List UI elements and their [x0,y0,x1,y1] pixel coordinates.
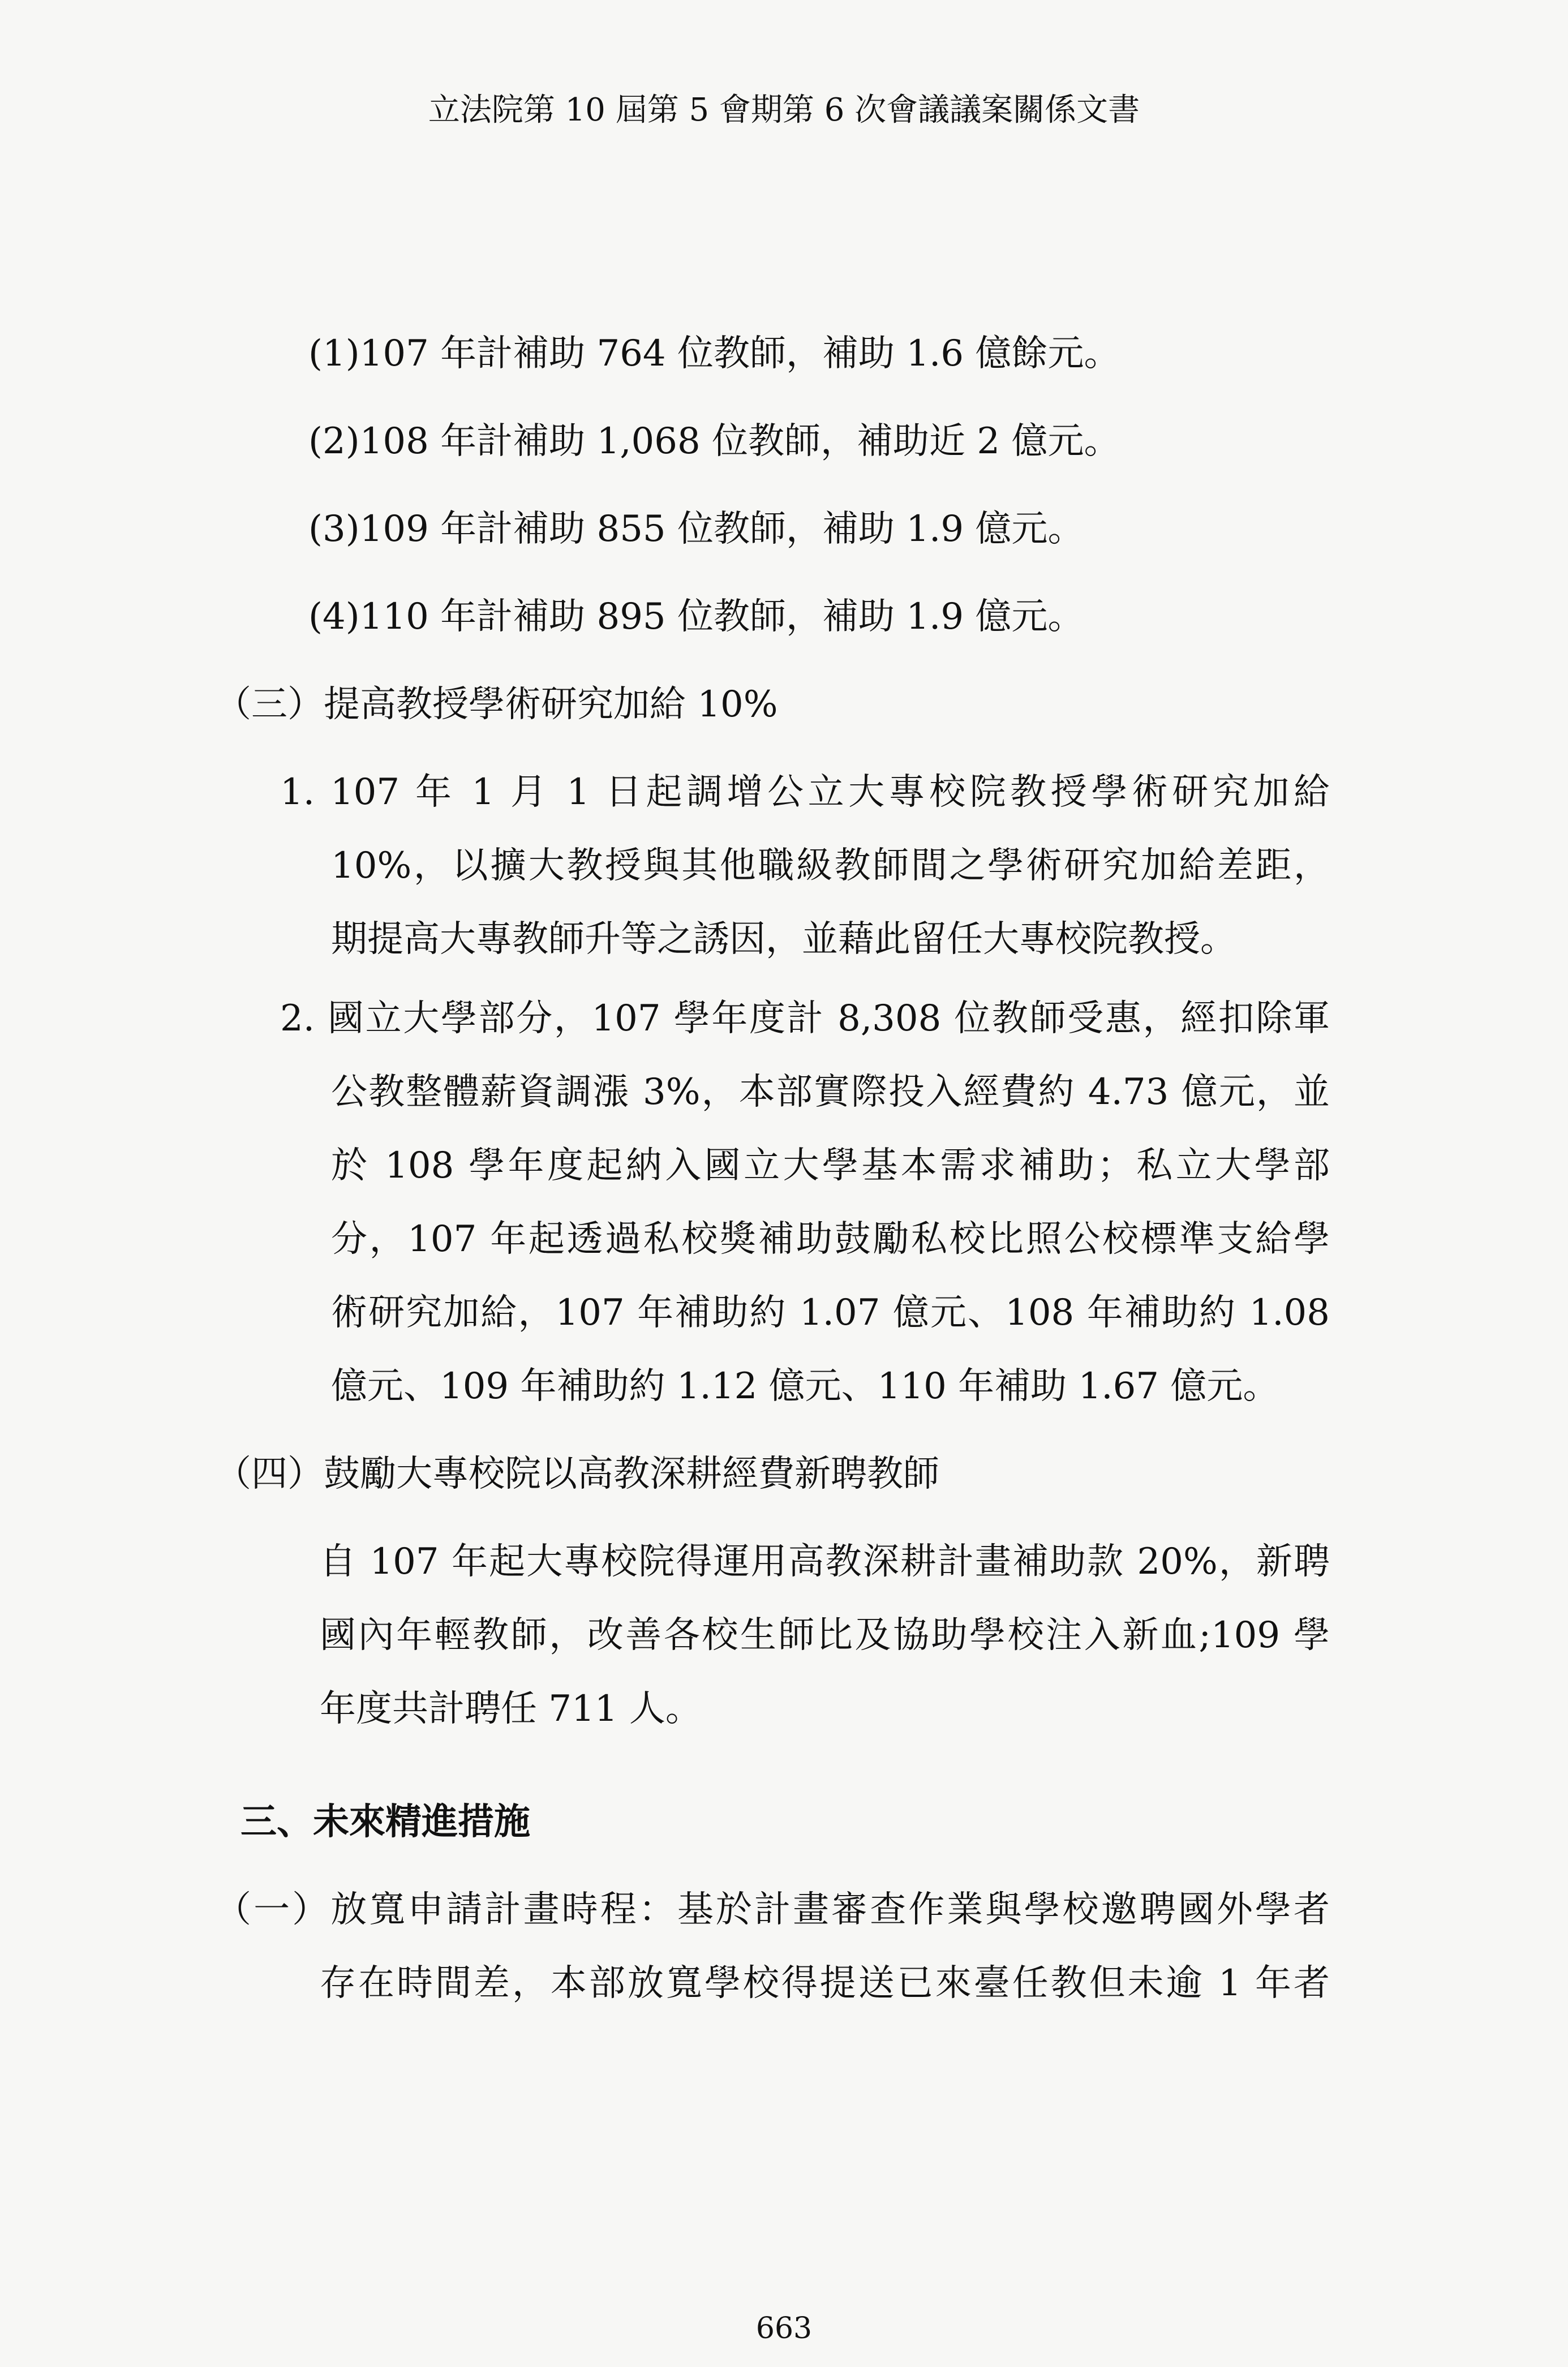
document-header: 立法院第 10 屆第 5 會期第 6 次會議議案關係文書 [428,92,1140,128]
chapter-3-heading: 三、未來精進措施 [240,1801,530,1843]
section-3-item-2-line-6: 億元、109 年補助約 1.12 億元、110 年補助 1.67 億元。 [331,1365,1279,1407]
subsidy-item-2: (2)108 年計補助 1,068 位教師，補助近 2 億元。 [308,420,1120,462]
section-3-item-1-line-1: 1. 107 年 1 月 1 日起調增公立大專校院教授學術研究加給 [280,771,1330,813]
subsidy-item-4: (4)110 年計補助 895 位教師，補助 1.9 億元。 [308,596,1084,638]
section-4-heading: （四）鼓勵大專校院以高教深耕經費新聘教師 [215,1453,939,1495]
section-3-item-1-line-2: 10%，以擴大教授與其他職級教師間之學術研究加給差距， [331,845,1330,887]
section-4-body-line-1: 自 107 年起大專校院得運用高教深耕計畫補助款 20%，新聘 [320,1541,1330,1583]
subsidy-item-1: (1)107 年計補助 764 位教師，補助 1.6 億餘元。 [308,333,1120,375]
section-4-body-line-3: 年度共計聘任 711 人。 [320,1688,702,1730]
chapter-3-item-1-line-2: 存在時間差，本部放寬學校得提送已來臺任教但未逾 1 年者 [320,1962,1330,2004]
section-3-item-2-line-3: 於 108 學年度起納入國立大學基本需求補助；私立大學部 [331,1145,1330,1187]
section-3-item-2-line-2: 公教整體薪資調漲 3%，本部實際投入經費約 4.73 億元，並 [331,1071,1330,1113]
section-4-body-line-2: 國內年輕教師，改善各校生師比及協助學校注入新血;109 學 [320,1614,1330,1656]
chapter-3-item-1-line-1: （一）放寬申請計畫時程：基於計畫審查作業與學校邀聘國外學者 [215,1889,1330,1931]
section-3-item-1-line-3: 期提高大專教師升等之誘因，並藉此留任大專校院教授。 [331,918,1236,960]
subsidy-item-3: (3)109 年計補助 855 位教師，補助 1.9 億元。 [308,508,1084,550]
section-3-item-2-line-1: 2. 國立大學部分，107 學年度計 8,308 位教師受惠，經扣除軍 [280,998,1330,1039]
page-number: 663 [755,2312,813,2345]
section-3-heading: （三）提高教授學術研究加給 10% [215,684,778,725]
section-3-item-2-line-5: 術研究加給，107 年補助約 1.07 億元、108 年補助約 1.08 [331,1292,1330,1334]
section-3-item-2-line-4: 分，107 年起透過私校獎補助鼓勵私校比照公校標準支給學 [331,1218,1330,1260]
